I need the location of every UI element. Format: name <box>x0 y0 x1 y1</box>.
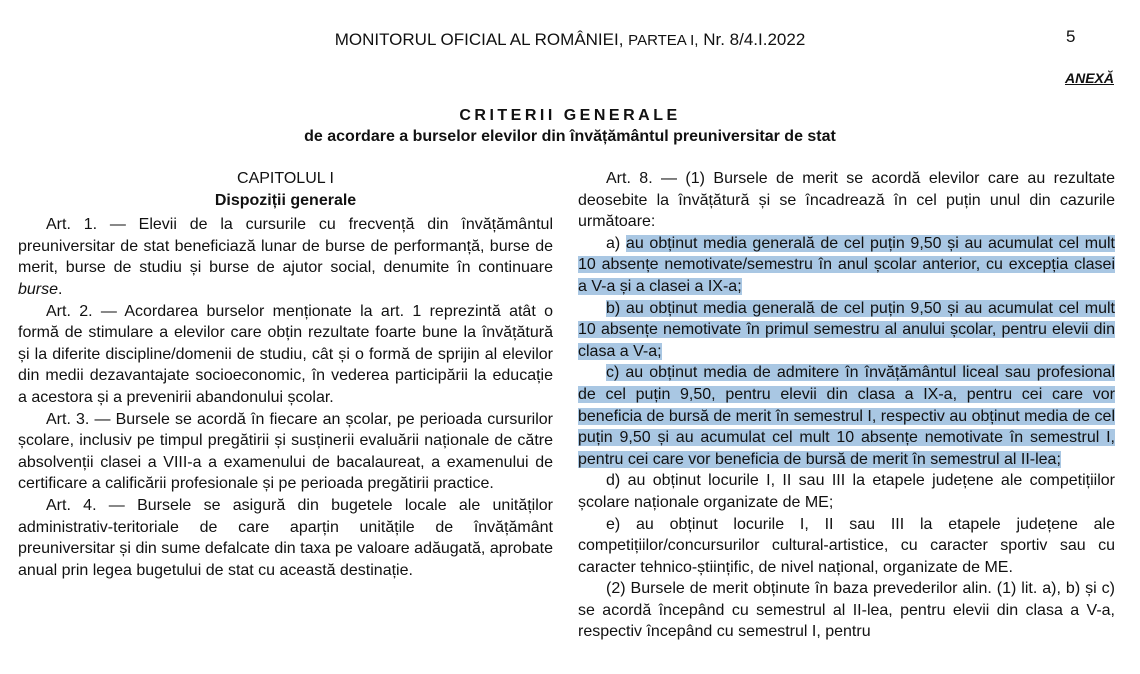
document-title: CRITERII GENERALE <box>459 107 681 124</box>
annex-label: ANEXĂ <box>1064 70 1114 86</box>
article-8-item-a <box>578 233 1115 298</box>
page-number: 5 <box>1066 27 1076 46</box>
right-column <box>578 168 1115 643</box>
article-1-end: . <box>58 280 63 298</box>
journal-header <box>0 30 1140 50</box>
article-8-paragraph-2: (2) Bursele de merit obținute în baza prevederilor alin. (1) lit. a), b) și c) se acordă începând cu semestrul al II-lea, pentru elevii din clasa a V-a, respectiv începând cu semestrul I, pentru <box>578 580 1115 641</box>
journal-title: MONITORUL OFICIAL AL ROMÂNIEI, <box>334 30 624 49</box>
left-column <box>18 168 553 581</box>
article-1-term: burse <box>18 280 59 298</box>
article-1-text: Art. 1. — Elevii de la cursurile cu frecvență din învățământul preuniversitar de stat beneficiază lunar de burse de performanță, burse de merit, burse de studiu și burse de ajutor social, denumite în continuare <box>18 216 553 277</box>
article-8-intro: Art. 8. — (1) Bursele de merit se acordă elevilor care au rezultate deosebite la învățătură și se încadrează în cel puțin unul din cazurile următoare: <box>578 170 1115 231</box>
chapter-label: CAPITOLUL I <box>237 170 334 187</box>
document-subtitle: de acordare a burselor elevilor din învățământul preuniversitar de stat <box>304 128 836 145</box>
article-1 <box>18 214 553 300</box>
item-a-prefix: a) <box>606 234 626 252</box>
journal-part: PARTEA I, <box>628 32 699 49</box>
item-a-highlighted-text: au obținut media generală de cel puțin 9,50 și au acumulat cel mult 10 absențe nemotivate/semestru în anul școlar anterior, cu excepția clasei a V-a și a clasei a IX-a; <box>578 234 1115 295</box>
chapter-title: Dispoziții generale <box>214 191 357 209</box>
article-8-item-b <box>578 298 1115 363</box>
article-4: Art. 4. — Bursele se asigură din bugetele locale ale unităților administrativ-teritoriale de care aparțin unitățile de învățământ preuniversitar și din sume defalcate din taxa pe valoare adăugată, aprobate anual prin legea bugetului de stat cu această destinație. <box>18 496 553 579</box>
article-3: Art. 3. — Bursele se acordă în fiecare an școlar, pe perioada cursurilor școlare, inclusiv pe timpul pregătirii și susținerii evaluării naționale de către absolvenții clasei a VIII-a a examenului de bacalaureat, a examenului de certificare a calificării profesionale și pe perioada pregătirii practice. <box>18 410 553 493</box>
article-8-item-c <box>578 362 1115 470</box>
item-c-highlighted-text: c) au obținut media de admitere în învățământul liceal sau profesional de cel puțin 9,50, pentru elevii din clasa a IX-a, pentru cei care vor beneficia de bursă de merit în semestrul I, respectiv au obținut media de cel puțin 9,50 și au acumulat cel mult 10 absențe nemotivate în semestrul I, pentru cei care vor beneficia de bursă de merit în semestrul al II-lea; <box>578 364 1115 468</box>
article-8-item-d: d) au obținut locurile I, II sau III la etapele județene ale competițiilor școlare naționale organizate de ME; <box>578 472 1115 511</box>
article-2: Art. 2. — Acordarea burselor menționate la art. 1 reprezintă atât o formă de stimulare a elevilor care obțin rezultate foarte bune la învățătură și la diferite discipline/domenii de studiu, cât și o formă de sprijin al elevilor din medii dezavantajate socioeconomic, în vederea participării la educație a acestora și a prevenirii abandonului școlar. <box>18 302 553 406</box>
journal-issue: Nr. 8/4.I.2022 <box>703 30 806 49</box>
article-8-item-e: e) au obținut locurile I, II sau III la etapele județene ale competițiilor/concursurilor cultural-artistice, cu caracter sportiv sau cu caracter tehnico-științific, de nivel național, organizate de ME. <box>578 515 1115 576</box>
item-b-highlighted-text: b) au obținut media generală de cel puțin 9,50 și au acumulat cel mult 10 absențe nemotivate în primul semestru al anului școlar, pentru elevii din clasa a V-a; <box>578 299 1115 360</box>
